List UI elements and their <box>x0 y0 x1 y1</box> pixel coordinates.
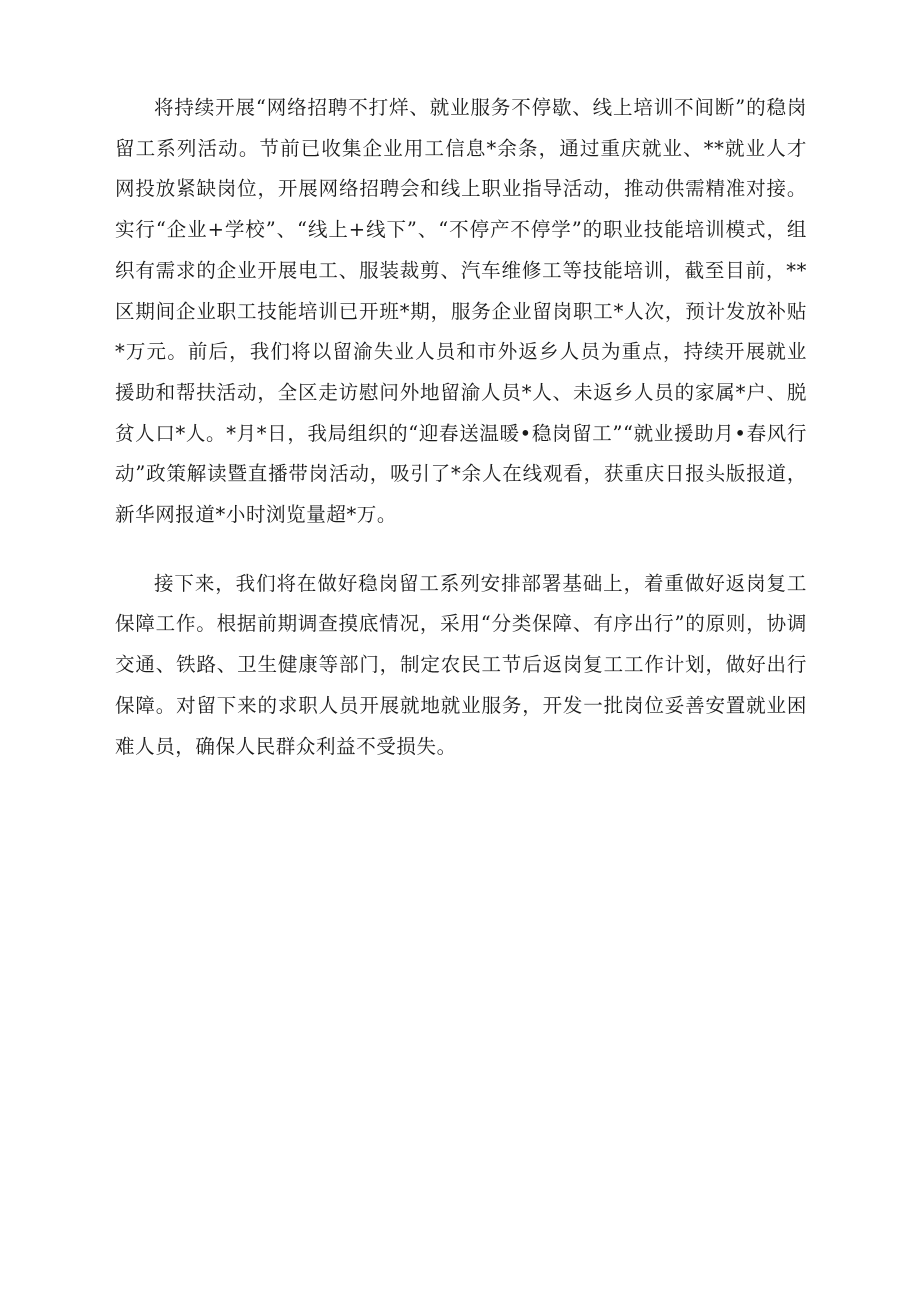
document-body <box>115 88 807 767</box>
paragraph-stable-jobs-activities: 将持续开展“网络招聘不打烊、就业服务不停歇、线上培训不间断”的稳岗留工系列活动。节前已收集企业用工信息*余条，通过重庆就业、**就业人才网投放紧缺岗位，开展网络招聘会和线上职业指导活动，推动供需精准对接。实行“企业+学校”、“线上+线下”、“不停产不停学”的职业技能培训模式，组织有需求的企业开展电工、服装裁剪、汽车维修工等技能培训，截至目前，**区期间企业职工技能培训已开班*期，服务企业留岗职工*人次，预计发放补贴*万元。前后，我们将以留渝失业人员和市外返乡人员为重点，持续开展就业援助和帮扶活动，全区走访慰问外地留渝人员*人、未返乡人员的家属*户、脱贫人口*人。*月*日，我局组织的“迎春送温暖•稳岗留工”“就业援助月•春风行动”政策解读暨直播带岗活动，吸引了*余人在线观看，获重庆日报头版报道，新华网报道*小时浏览量超*万。 <box>115 96 807 527</box>
paragraph-return-to-work-guarantee: 接下来，我们将在做好稳岗留工系列安排部署基础上，着重做好返岗复工保障工作。根据前期调查摸底情况，采用“分类保障、有序出行”的原则，协调交通、铁路、卫生健康等部门，制定农民工节后返岗复工工作计划，做好出行保障。对留下来的求职人员开展就地就业服务，开发一批岗位妥善安置就业困难人员，确保人民群众利益不受损失。 <box>115 571 807 758</box>
